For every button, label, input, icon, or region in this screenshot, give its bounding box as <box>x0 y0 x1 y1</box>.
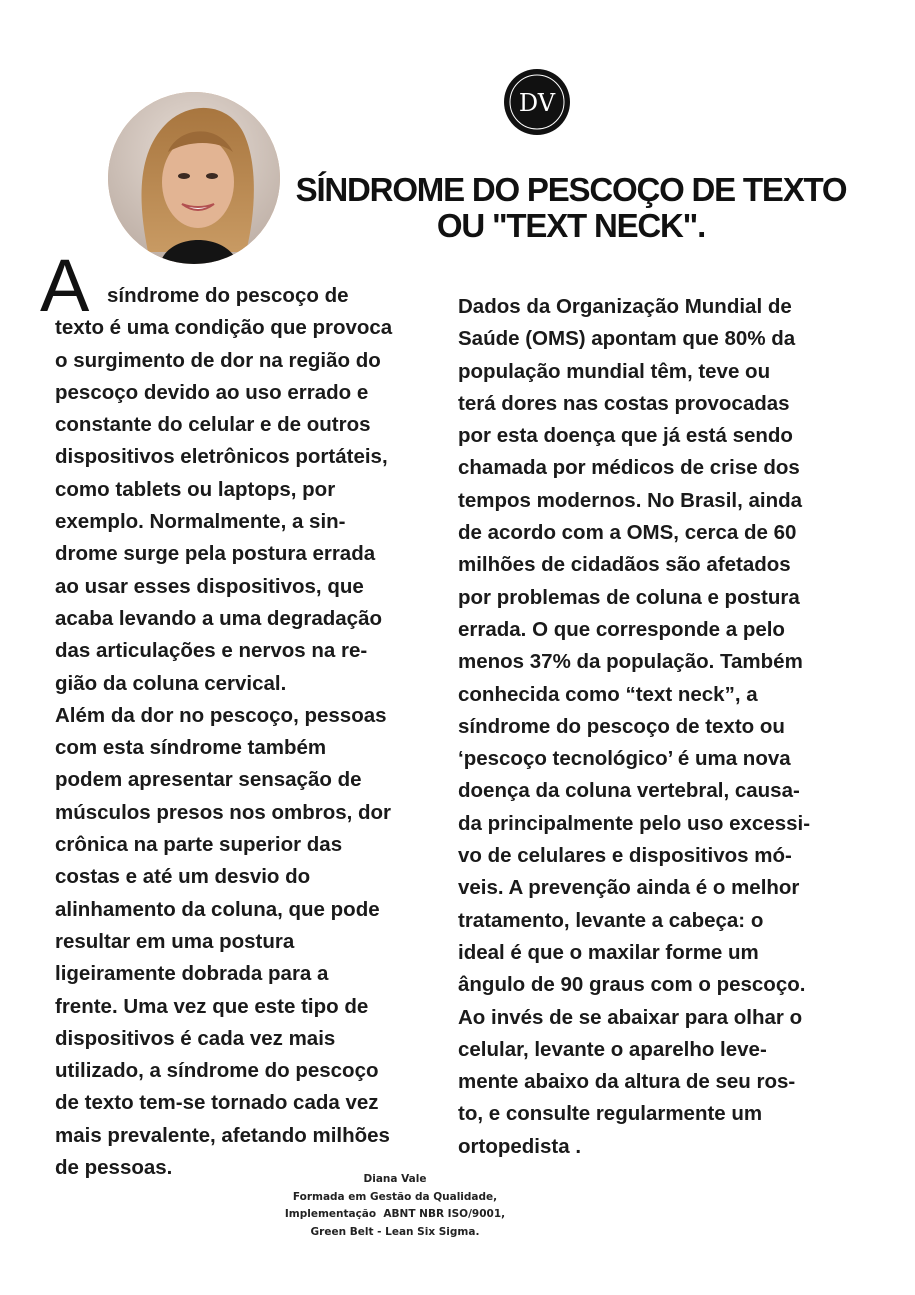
text-line: constante do celular e de outros <box>55 413 371 437</box>
text-line: errada. O que corresponde a pelo <box>458 617 785 641</box>
text-line: Saúde (OMS) apontam que 80% da <box>458 327 796 351</box>
dv-logo <box>503 68 571 136</box>
author-credential: Implementação ABNT NBR ISO/9001, <box>284 1208 506 1220</box>
text-line: tratamento, levante a cabeça: o <box>458 908 764 932</box>
text-line: ângulo de 90 graus com o pescoço. <box>458 973 806 997</box>
article-right-column <box>458 291 868 1163</box>
text-line: das articulações e nervos na re- <box>55 639 368 663</box>
text-line: de texto tem-se tornado cada vez <box>55 1091 379 1115</box>
text-line: ao usar esses dispositivos, que <box>55 574 364 598</box>
text-line: acaba levando a uma degradação <box>55 606 382 630</box>
text-line: drome surge pela postura errada <box>55 542 376 566</box>
logo-text: DV <box>518 89 556 117</box>
text-line: conhecida como “text neck”, a <box>458 682 758 706</box>
text-line: alinhamento da coluna, que pode <box>55 897 380 921</box>
text-line: dispositivos é cada vez mais <box>55 1026 336 1050</box>
text-line: ‘pescoço tecnológico’ é uma nova <box>458 747 791 771</box>
author-credits <box>250 1171 540 1241</box>
text-line: por esta doença que já está sendo <box>458 424 793 448</box>
text-line: com esta síndrome também <box>55 736 327 760</box>
text-line: população mundial têm, teve ou <box>458 359 771 383</box>
text-line: gião da coluna cervical. <box>55 671 287 695</box>
title-line: SÍNDROME DO PESCOÇO DE TEXTO <box>295 171 847 208</box>
text-line: crônica na parte superior das <box>55 833 343 857</box>
author-photo <box>108 92 280 264</box>
text-line: celular, levante o aparelho leve- <box>458 1037 767 1061</box>
text-line: vo de celulares e dispositivos mó- <box>458 844 792 868</box>
text-line: costas e até um desvio do <box>55 865 311 889</box>
drop-cap: A <box>40 244 90 327</box>
text-line: exemplo. Normalmente, a sin- <box>55 510 346 534</box>
text-line: músculos presos nos ombros, dor <box>55 800 392 824</box>
text-line: como tablets ou laptops, por <box>55 477 336 501</box>
text-line: terá dores nas costas provocadas <box>458 391 790 415</box>
text-line: doença da coluna vertebral, causa- <box>458 779 800 803</box>
text-line: utilizado, a síndrome do pescoço <box>55 1059 379 1083</box>
text-line: por problemas de coluna e postura <box>458 585 800 609</box>
text-line: da principalmente pelo uso excessi- <box>458 811 811 835</box>
text-line: o surgimento de dor na região do <box>55 348 381 372</box>
author-credential: Formada em Gestão da Qualidade, <box>292 1190 498 1203</box>
text-line: tempos modernos. No Brasil, ainda <box>458 488 803 512</box>
author-name: Diana Vale <box>363 1173 427 1185</box>
text-line: Dados da Organização Mundial de <box>458 295 792 318</box>
text-line: texto é uma condição que provoca <box>55 316 393 340</box>
text-line: mente abaixo da altura de seu ros- <box>458 1070 796 1094</box>
text-line: to, e consulte regularmente um <box>458 1102 763 1126</box>
text-line: dispositivos eletrônicos portáteis, <box>55 445 388 469</box>
text-line: pescoço devido ao uso errado e <box>55 380 369 404</box>
text-line: resultar em uma postura <box>55 929 295 953</box>
text-line: podem apresentar sensação de <box>55 768 362 792</box>
text-line: síndrome do pescoço de texto ou <box>458 714 785 738</box>
text-line: síndrome do pescoço de <box>107 284 349 307</box>
author-credential: Green Belt - Lean Six Sigma. <box>310 1225 480 1238</box>
article-left-column <box>55 280 445 1184</box>
text-line: Ao invés de se abaixar para olhar o <box>458 1005 803 1029</box>
page-title <box>280 172 862 244</box>
text-line: milhões de cidadãos são afetados <box>458 553 791 577</box>
text-line: ligeiramente dobrada para a <box>55 962 329 986</box>
text-line: menos 37% da população. Também <box>458 650 803 674</box>
author-portrait-image <box>108 92 280 264</box>
title-line: OU "TEXT NECK". <box>436 207 706 244</box>
text-line: veis. A prevenção ainda é o melhor <box>458 876 800 900</box>
text-line: Além da dor no pescoço, pessoas <box>55 703 387 727</box>
text-line: ortopedista . <box>458 1134 582 1158</box>
text-line: de acordo com a OMS, cerca de 60 <box>458 521 797 545</box>
text-line: frente. Uma vez que este tipo de <box>55 994 369 1018</box>
text-line: chamada por médicos de crise dos <box>458 456 800 480</box>
text-line: de pessoas. <box>55 1156 173 1180</box>
text-line: ideal é que o maxilar forme um <box>458 940 759 964</box>
text-line: mais prevalente, afetando milhões <box>55 1123 390 1147</box>
